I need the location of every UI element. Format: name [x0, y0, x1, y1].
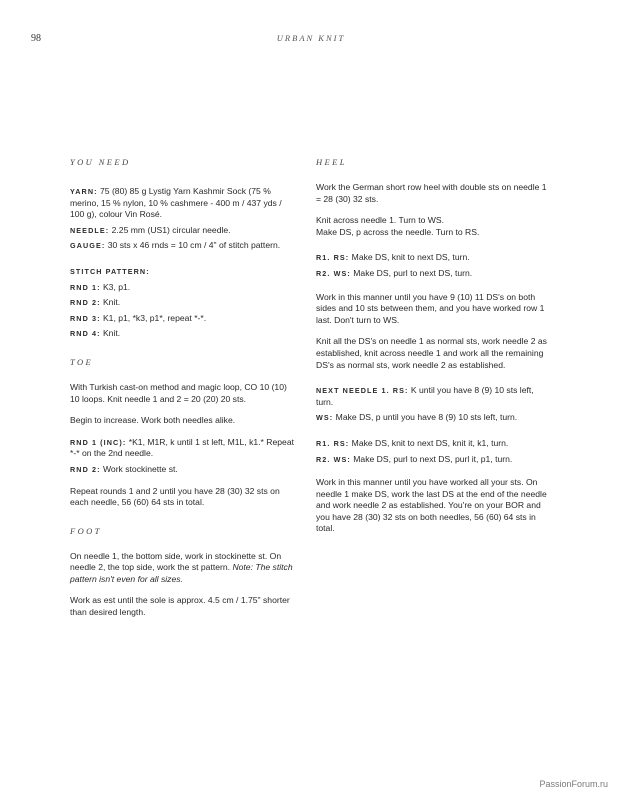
gauge-text: 30 sts x 46 rnds = 10 cm / 4" of stitch pattern. [107, 240, 281, 251]
needle-label: NEEDLE: [70, 225, 110, 235]
toe-rnd-2 [70, 464, 298, 476]
foot-paragraph-2: Work as est until the sole is approx. 4.5 cm / 1.75" shorter than desired length. [70, 595, 290, 618]
stitch-rnd-2-text: Knit. [102, 297, 121, 308]
stitch-rnd-1 [70, 282, 298, 294]
heel-row-2b [316, 454, 548, 466]
heel-row-1b-text: Make DS, knit to next DS, knit it, k1, turn. [351, 437, 509, 448]
stitch-rnd-2 [70, 297, 298, 309]
heel-next-needle-1 [316, 385, 548, 408]
toe-rnd-1 [70, 437, 298, 460]
heel-next-needle-1-label: NEXT NEEDLE 1. RS: [316, 386, 409, 396]
foot-note: Note: The stitch pattern isn't even for all sizes. [70, 562, 293, 584]
heel-paragraph-2a: Knit across needle 1. Turn to WS. [316, 215, 445, 226]
section-title-foot: FOOT [70, 525, 102, 536]
section-title-toe: TOE [70, 356, 94, 367]
yarn-line [70, 186, 298, 221]
gauge-label: GAUGE: [70, 241, 106, 251]
heel-paragraph-2 [316, 215, 548, 238]
left-column [70, 156, 298, 629]
heel-row-2 [316, 268, 548, 280]
stitch-rnd-3-text: K1, p1, *k3, p1*, repeat *-*. [102, 312, 207, 323]
section-title-you-need: YOU NEED [70, 157, 131, 167]
heel-ws-label: WS: [316, 413, 334, 423]
yarn-label: YARN: [70, 187, 98, 196]
needle-line [70, 225, 298, 237]
foot-paragraph-1-text: On needle 1, the bottom side, work in stockinette st. On needle 2, the top side, work the st pattern. [70, 550, 282, 573]
heel-row-2b-label: R2. WS: [316, 454, 351, 464]
page-number: 98 [31, 33, 41, 44]
toe-paragraph-2: Begin to increase. Work both needles alike. [70, 415, 236, 426]
toe-paragraph-1: With Turkish cast-on method and magic loop, CO 10 (10) 10 loops. Knit needle 1 and 2 = 20 (20) 20 sts. [70, 381, 287, 404]
heel-row-1b [316, 438, 548, 450]
foot-paragraph-1 [70, 551, 298, 586]
right-column [316, 156, 548, 545]
stitch-rnd-1-label: RND 1: [70, 282, 101, 292]
heel-paragraph-5: Work in this manner until you have worked all your sts. On needle 1 make DS, work the last DS at the end of the needle and work needle 2 as established. You're on your BOR and you have 28 (30) 32 sts on both needles, 56 (60) 64 sts in total. [316, 477, 547, 534]
heel-row-2b-text: Make DS, purl to next DS, purl it, p1, turn. [353, 453, 513, 464]
stitch-rnd-4-label: RND 4: [70, 329, 101, 339]
heel-row-1-label: R1. RS: [316, 253, 350, 263]
toe-paragraph-3: Repeat rounds 1 and 2 until you have 28 (30) 32 sts on each needle, 56 (60) 64 sts in total. [70, 485, 280, 508]
heel-row-1 [316, 252, 548, 264]
stitch-rnd-1-text: K3, p1. [102, 281, 131, 292]
heel-row-2-text: Make DS, purl to next DS, turn. [353, 267, 473, 278]
toe-rnd-1-text: *K1, M1R, k until 1 st left, M1L, k1.* Repeat *-* on the 2nd needle. [70, 436, 294, 459]
gauge-line [70, 240, 298, 252]
heel-row-1b-label: R1. RS: [316, 438, 350, 448]
heel-paragraph-2b: Make DS, p across the needle. Turn to RS. [316, 226, 480, 237]
heel-next-needle-1-text: K until you have 8 (9) 10 sts left, turn. [316, 385, 534, 407]
stitch-rnd-3 [70, 313, 298, 325]
running-head: URBAN KNIT [276, 33, 346, 43]
stitch-rnd-3-label: RND 3: [70, 313, 101, 323]
stitch-pattern-heading [70, 266, 298, 278]
heel-ws [316, 412, 548, 424]
heel-paragraph-4: Knit all the DS's on needle 1 as normal sts, work needle 2 as established, knit across needle 1 and work all the remaining DS's as normal sts, work needle 2 as established. [316, 336, 547, 370]
toe-rnd-2-text: Work stockinette st. [102, 463, 178, 474]
heel-row-1-text: Make DS, knit to next DS, turn. [351, 252, 470, 263]
stitch-rnd-4 [70, 328, 298, 340]
stitch-pattern-label: STITCH PATTERN: [70, 266, 150, 276]
heel-paragraph-3: Work in this manner until you have 9 (10) 11 DS's on both sides and 10 sts between them, and you have worked row 1 last. Don't turn to WS. [316, 291, 545, 325]
yarn-text: 75 (80) 85 g Lystig Yarn Kashmir Sock (75 % merino, 15 % nylon, 10 % cashmere - 400 m / 437 yds / 100 g), colour Vin Rosé. [70, 186, 282, 220]
section-title-heel: HEEL [316, 157, 347, 167]
stitch-rnd-2-label: RND 2: [70, 298, 101, 308]
heel-ws-text: Make DS, p until you have 8 (9) 10 sts left, turn. [335, 412, 518, 423]
needle-text: 2.25 mm (US1) circular needle. [111, 224, 231, 235]
toe-rnd-1-label: RND 1 (INC): [70, 437, 127, 447]
stitch-rnd-4-text: Knit. [102, 328, 121, 339]
footer-credit: PassionForum.ru [539, 779, 608, 789]
toe-rnd-2-label: RND 2: [70, 464, 101, 474]
heel-row-2-label: R2. WS: [316, 268, 351, 278]
heel-paragraph-1: Work the German short row heel with double sts on needle 1 = 28 (30) 32 sts. [316, 182, 547, 204]
